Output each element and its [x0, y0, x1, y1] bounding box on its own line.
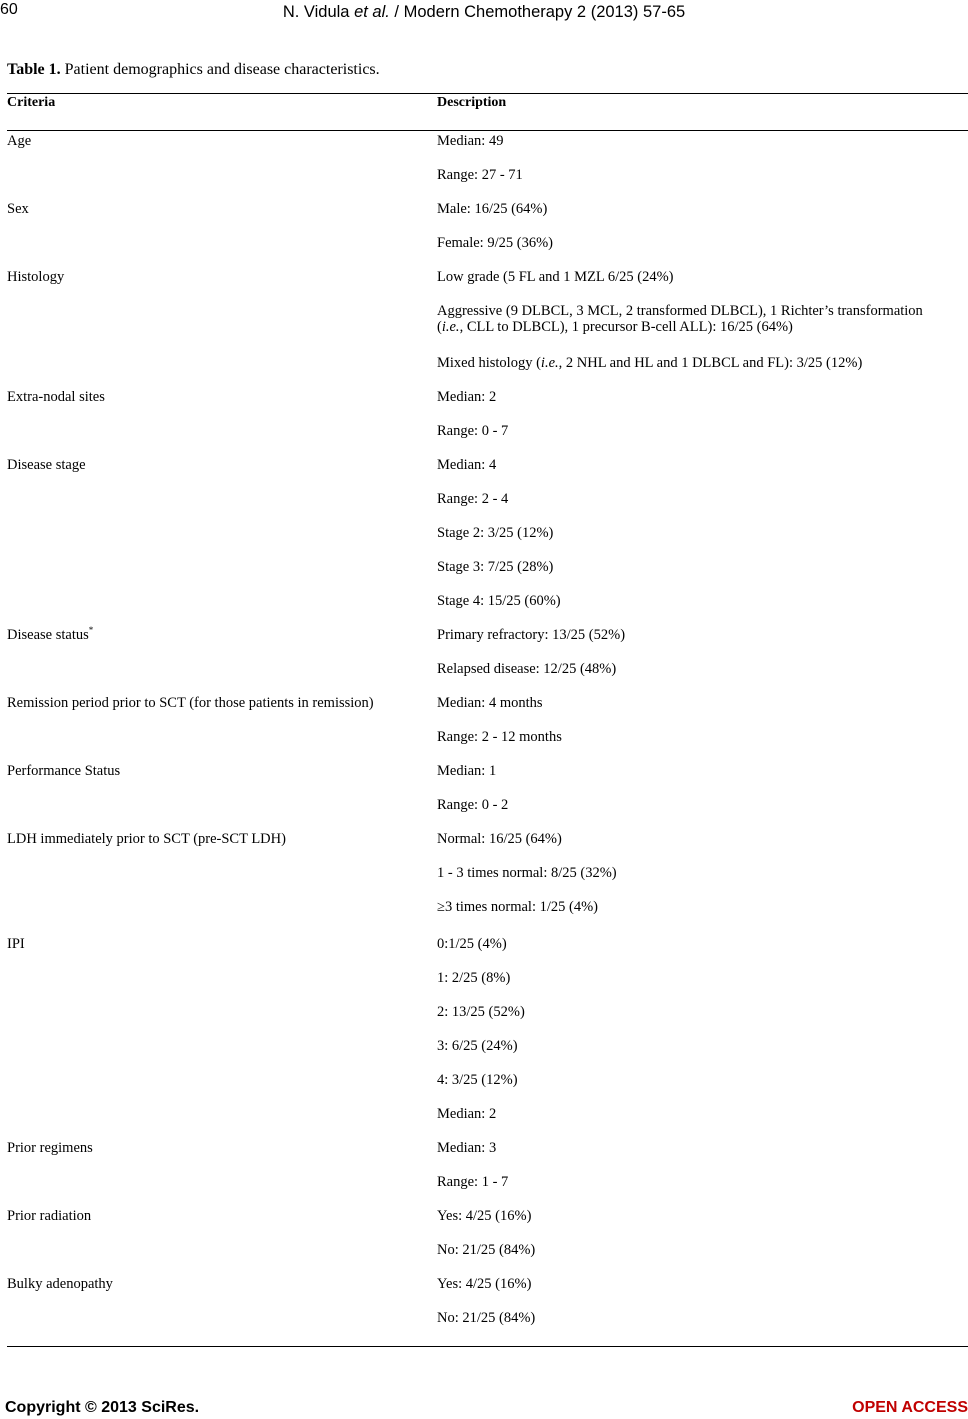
- description-ldh: [437, 831, 968, 933]
- description-status: [437, 627, 968, 695]
- histology-aggressive-rest: , CLL to DLBCL), 1 precursor B-cell ALL): 16/25 (64%): [459, 319, 793, 335]
- description-line: 3: 6/25 (24%): [437, 1038, 518, 1054]
- table-row-ipi: [7, 936, 968, 1140]
- table-header-rule: [7, 130, 968, 131]
- histology-paren: (: [437, 319, 442, 335]
- criteria-extranodal: Extra-nodal sites: [7, 389, 105, 405]
- description-extranodal: [437, 389, 968, 457]
- description-line: Range: 27 - 71: [437, 167, 523, 183]
- table-row-bulky: [7, 1276, 968, 1344]
- histology-mixed-ie: i.e.: [540, 355, 559, 371]
- histology-aggressive-text: Aggressive (9 DLBCL, 3 MCL, 2 transformed DLBCL), 1 Richter’s transformation: [437, 303, 923, 319]
- description-line: Relapsed disease: 12/25 (48%): [437, 661, 617, 677]
- criteria-radiation: Prior radiation: [7, 1208, 92, 1224]
- running-head: [0, 2, 968, 22]
- footnote-marker: *: [88, 625, 94, 636]
- criteria-stage: Disease stage: [7, 457, 86, 473]
- description-line: Median: 2: [437, 389, 497, 405]
- table-row-ldh: [7, 831, 968, 933]
- histology-ie: i.e.: [441, 319, 460, 335]
- description-histology: [437, 269, 968, 389]
- description-line: Primary refractory: 13/25 (52%): [437, 627, 626, 643]
- running-head-authors: N. Vidula: [282, 3, 355, 21]
- description-line: Yes: 4/25 (16%): [437, 1276, 532, 1292]
- description-line: Median: 1: [437, 763, 497, 779]
- description-line: 2: 13/25 (52%): [437, 1004, 525, 1020]
- description-bulky: [437, 1276, 968, 1344]
- description-line: Median: 49: [437, 133, 504, 149]
- description-line: Stage 3: 7/25 (28%): [437, 559, 554, 575]
- description-performance: [437, 763, 968, 831]
- criteria-age: Age: [7, 133, 32, 149]
- criteria-regimens: Prior regimens: [7, 1140, 93, 1156]
- description-radiation: [437, 1208, 968, 1276]
- description-age: [437, 133, 968, 201]
- description-sex: [437, 201, 968, 269]
- description-line: Male: 16/25 (64%): [437, 201, 548, 217]
- description-line: Median: 2: [437, 1106, 497, 1122]
- table-row-extranodal: [7, 389, 968, 457]
- table-top-rule: [7, 93, 968, 94]
- column-header-description: Description: [437, 95, 507, 110]
- description-line: 0:1/25 (4%): [437, 936, 507, 952]
- running-head-et-al: et al.: [354, 3, 390, 21]
- description-line: ≥3 times normal: 1/25 (4%): [437, 899, 598, 915]
- table-row-histology: [7, 269, 968, 389]
- description-line: Range: 2 - 12 months: [437, 729, 562, 745]
- column-header-criteria: Criteria: [7, 95, 56, 110]
- histology-mixed-rest: , 2 NHL and HL and 1 DLBCL and FL): 3/25 (12%): [558, 355, 863, 371]
- description-line: Yes: 4/25 (16%): [437, 1208, 532, 1224]
- table-body: [7, 133, 968, 1344]
- description-line: Normal: 16/25 (64%): [437, 831, 562, 847]
- description-regimens: [437, 1140, 968, 1208]
- table-row-age: [7, 133, 968, 201]
- description-line: Female: 9/25 (36%): [437, 235, 553, 251]
- description-line: Median: 4 months: [437, 695, 543, 711]
- table-row-radiation: [7, 1208, 968, 1276]
- criteria-histology: Histology: [7, 269, 65, 285]
- description-line: Stage 2: 3/25 (12%): [437, 525, 554, 541]
- description-line: Range: 0 - 2: [437, 797, 509, 813]
- table-caption: [7, 60, 380, 80]
- criteria-status-label: Disease status: [7, 627, 89, 643]
- description-line: Low grade (5 FL and 1 MZL 6/25 (24%): [437, 269, 674, 285]
- description-line: No: 21/25 (84%): [437, 1310, 536, 1326]
- description-ipi: [437, 936, 968, 1140]
- table-row-regimens: [7, 1140, 968, 1208]
- table-caption-text: Patient demographics and disease characteristics.: [60, 61, 380, 78]
- table-caption-label: Table 1.: [7, 61, 61, 78]
- criteria-remission: Remission period prior to SCT (for those patients in remission): [7, 695, 374, 711]
- description-line: 1: 2/25 (8%): [437, 970, 511, 986]
- criteria-bulky: Bulky adenopathy: [7, 1276, 113, 1292]
- description-line: Range: 1 - 7: [437, 1174, 509, 1190]
- running-head-journal: / Modern Chemotherapy 2 (2013) 57-65: [389, 3, 686, 21]
- table-row-status: [7, 627, 968, 695]
- page-number: 60: [0, 1, 18, 18]
- description-line: [437, 303, 968, 355]
- table-row-stage: [7, 457, 968, 627]
- description-line: Median: 3: [437, 1140, 497, 1156]
- criteria-status: [7, 627, 437, 661]
- description-stage: [437, 457, 968, 627]
- description-line: Range: 2 - 4: [437, 491, 509, 507]
- description-line: Range: 0 - 7: [437, 423, 509, 439]
- table-row-sex: [7, 201, 968, 269]
- description-line: No: 21/25 (84%): [437, 1242, 536, 1258]
- criteria-ldh: LDH immediately prior to SCT (pre-SCT LDH): [7, 831, 286, 847]
- description-line: [437, 355, 968, 389]
- table-row-performance: [7, 763, 968, 831]
- copyright-notice: Copyright © 2013 SciRes.: [5, 1399, 200, 1416]
- description-line: Stage 4: 15/25 (60%): [437, 593, 561, 609]
- histology-mixed-text: Mixed histology (: [437, 355, 541, 371]
- description-line: 1 - 3 times normal: 8/25 (32%): [437, 865, 617, 881]
- description-line: 4: 3/25 (12%): [437, 1072, 518, 1088]
- table-row-remission: [7, 695, 968, 763]
- description-remission: [437, 695, 968, 763]
- criteria-ipi: IPI: [7, 936, 25, 952]
- open-access-label: OPEN ACCESS: [852, 1399, 968, 1416]
- table-bottom-rule: [7, 1346, 968, 1347]
- criteria-sex: Sex: [7, 201, 29, 217]
- criteria-performance: Performance Status: [7, 763, 121, 779]
- description-line: Median: 4: [437, 457, 497, 473]
